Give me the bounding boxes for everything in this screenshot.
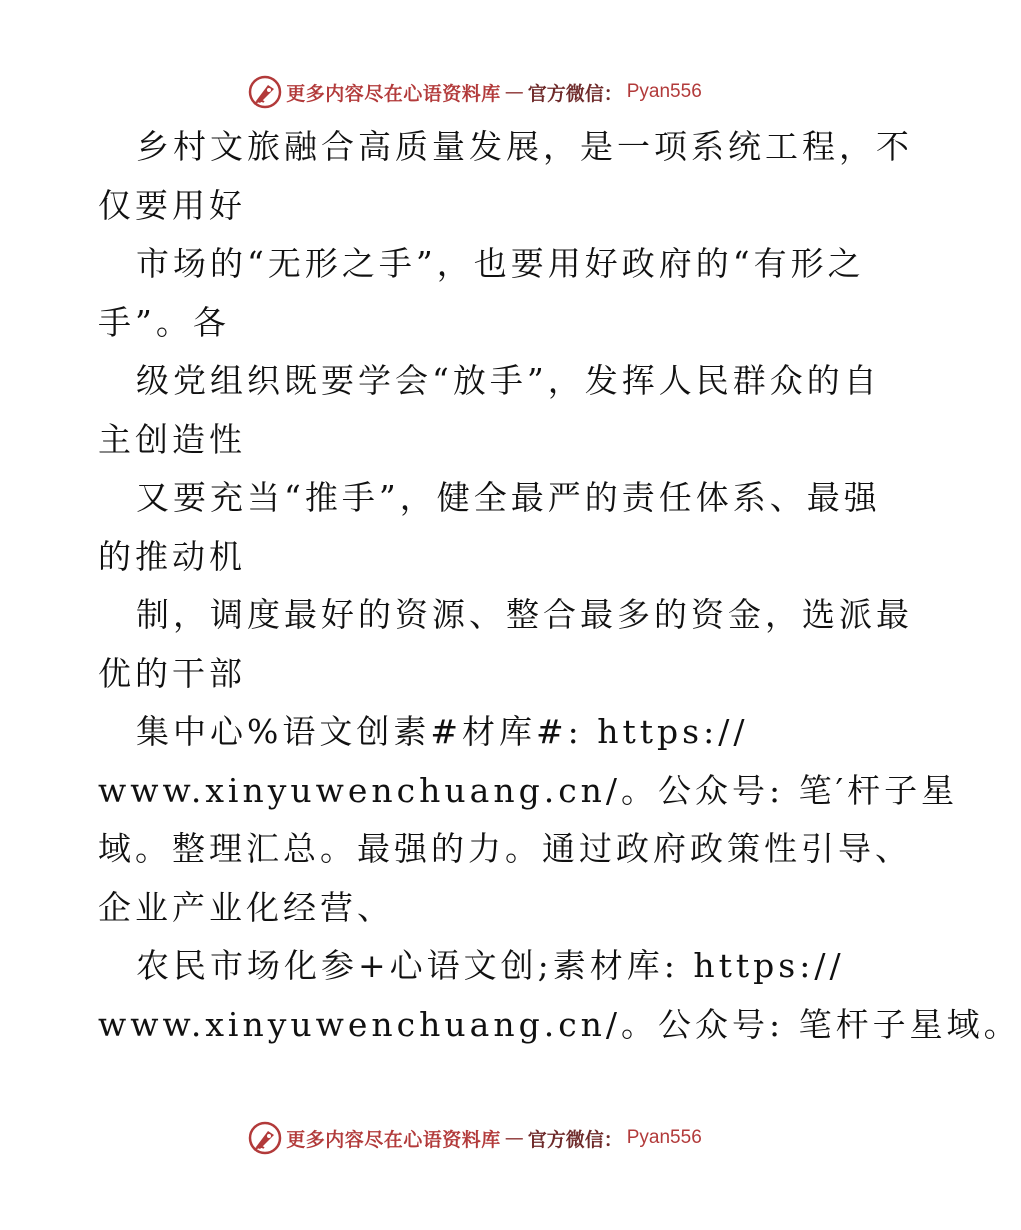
body-line-7: 又要充当“推手”，健全最严的责任体系、最强 [136,478,881,517]
body-line-11: 集中心%语文创素#材库#: https:// [136,712,749,751]
header-wechat-id: Pyan556 [626,81,702,102]
body-line-2: 仅要用好 [98,185,246,225]
pen-nib-icon [248,75,282,109]
body-line-3: 市场的“无形之手”，也要用好政府的“有形之 [136,244,865,283]
header-wechat-label: 官方微信： [527,82,623,105]
header-dash: — [504,81,524,103]
header-banner [0,72,950,112]
body-line-12: www.xinyuwenchuang.cn/。公众号: 笔′杆子星 [98,770,959,810]
body-line-6: 主创造性 [98,419,246,459]
document-body [98,118,1021,1054]
body-line-13: 域。整理汇总。最强的力。通过政府政策性引导、 [98,829,912,868]
footer-wechat-id: Pyan556 [626,1127,702,1148]
body-line-9: 制，调度最好的资源、整合最多的资金，选派最 [136,595,913,634]
header-brand-text: 更多内容尽在心语资料库 [286,82,501,105]
footer-banner [0,1118,950,1158]
body-line-5: 级党组织既要学会“放手”，发挥人民群众的自 [136,361,881,400]
body-line-8: 的推动机 [98,536,246,576]
pen-nib-icon [248,1121,282,1155]
body-line-4: 手”。各 [98,302,230,342]
footer-dash: — [504,1127,524,1149]
body-line-16: www.xinyuwenchuang.cn/。公众号: 笔杆子星域。 [98,1004,1021,1044]
footer-brand-text: 更多内容尽在心语资料库 [286,1128,501,1151]
body-line-10: 优的干部 [98,653,246,693]
footer-wechat-label: 官方微信： [527,1128,623,1151]
body-line-14: 企业产业化经营、 [98,887,394,927]
body-line-15: 农民市场化参+心语文创;素材库: https:// [136,946,845,985]
body-line-1: 乡村文旅融合高质量发展，是一项系统工程，不 [136,127,913,166]
